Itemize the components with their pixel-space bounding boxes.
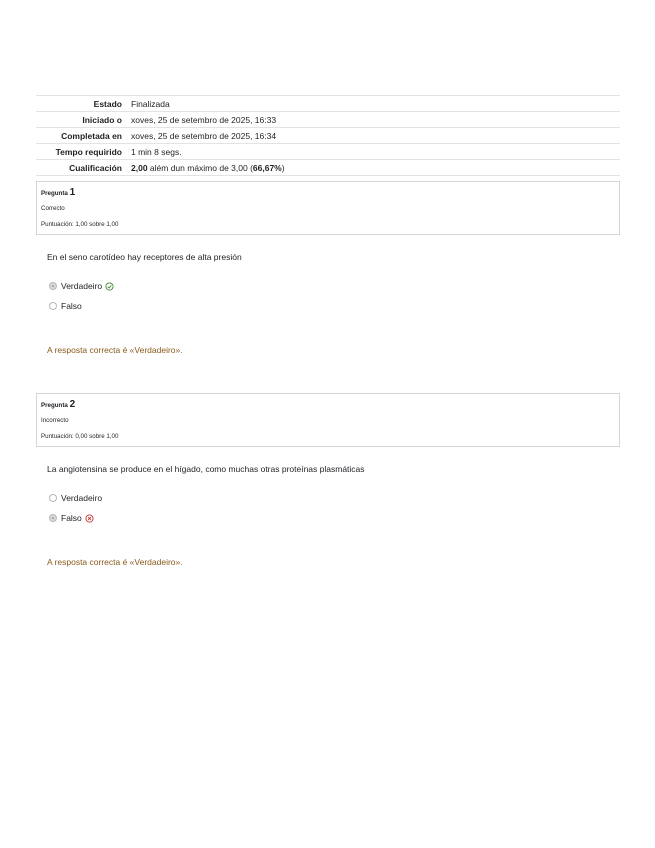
summary-row-started [36, 112, 620, 128]
correct-answer-feedback: A resposta correcta é «Verdadeiro». [47, 557, 183, 567]
option-label: Verdadeiro [61, 493, 103, 503]
question-text: En el seno carotídeo hay receptores de alta presión [47, 252, 242, 262]
grade-end: ) [281, 162, 285, 173]
summary-row-time [36, 144, 620, 160]
attempt-summary-table [36, 95, 620, 176]
summary-grade-value [130, 160, 620, 176]
question-grade: Puntuación: 1,00 sobre 1,00 [41, 221, 119, 228]
answer-option-false[interactable] [49, 513, 94, 523]
summary-row-state [36, 96, 620, 112]
radio-button[interactable] [49, 494, 57, 502]
summary-label: Iniciado o [36, 112, 130, 128]
grade-percent: 66,67% [252, 162, 282, 173]
question-title [41, 187, 75, 198]
grade-score: 2,00 [131, 162, 148, 173]
question-info-2 [36, 393, 620, 447]
summary-row-completed [36, 128, 620, 144]
question-info-1 [36, 181, 620, 235]
summary-label: Estado [36, 96, 130, 112]
question-label: Pregunta [41, 402, 68, 409]
question-number: 1 [69, 187, 76, 198]
radio-button[interactable] [49, 302, 57, 310]
question-title [41, 399, 75, 410]
option-label: Falso [61, 513, 82, 523]
question-state: Incorrecto [41, 417, 69, 424]
summary-value: xoves, 25 de setembro de 2025, 16:33 [130, 112, 620, 128]
question-grade: Puntuación: 0,00 sobre 1,00 [41, 433, 119, 440]
summary-label: Cualificación [36, 160, 130, 176]
question-label: Pregunta [41, 190, 68, 197]
correct-icon [105, 282, 114, 291]
summary-label: Tempo requirido [36, 144, 130, 160]
summary-label: Completada en [36, 128, 130, 144]
answer-option-false[interactable] [49, 301, 82, 311]
question-number: 2 [69, 399, 76, 410]
summary-row-grade [36, 160, 620, 176]
radio-button[interactable] [49, 514, 57, 522]
question-state: Correcto [41, 205, 65, 212]
summary-value: xoves, 25 de setembro de 2025, 16:34 [130, 128, 620, 144]
grade-middle: além dun máximo de 3,00 ( [147, 162, 253, 173]
summary-value: 1 min 8 segs. [130, 144, 620, 160]
incorrect-icon [85, 514, 94, 523]
option-label: Falso [61, 301, 82, 311]
answer-option-true[interactable] [49, 493, 102, 503]
question-text: La angiotensina se produce en el hígado, como muchas otras proteínas plasmáticas [47, 464, 365, 474]
answer-option-true[interactable] [49, 281, 114, 291]
correct-answer-feedback: A resposta correcta é «Verdadeiro». [47, 345, 183, 355]
option-label: Verdadeiro [61, 281, 103, 291]
summary-value: Finalizada [130, 96, 620, 112]
radio-button[interactable] [49, 282, 57, 290]
